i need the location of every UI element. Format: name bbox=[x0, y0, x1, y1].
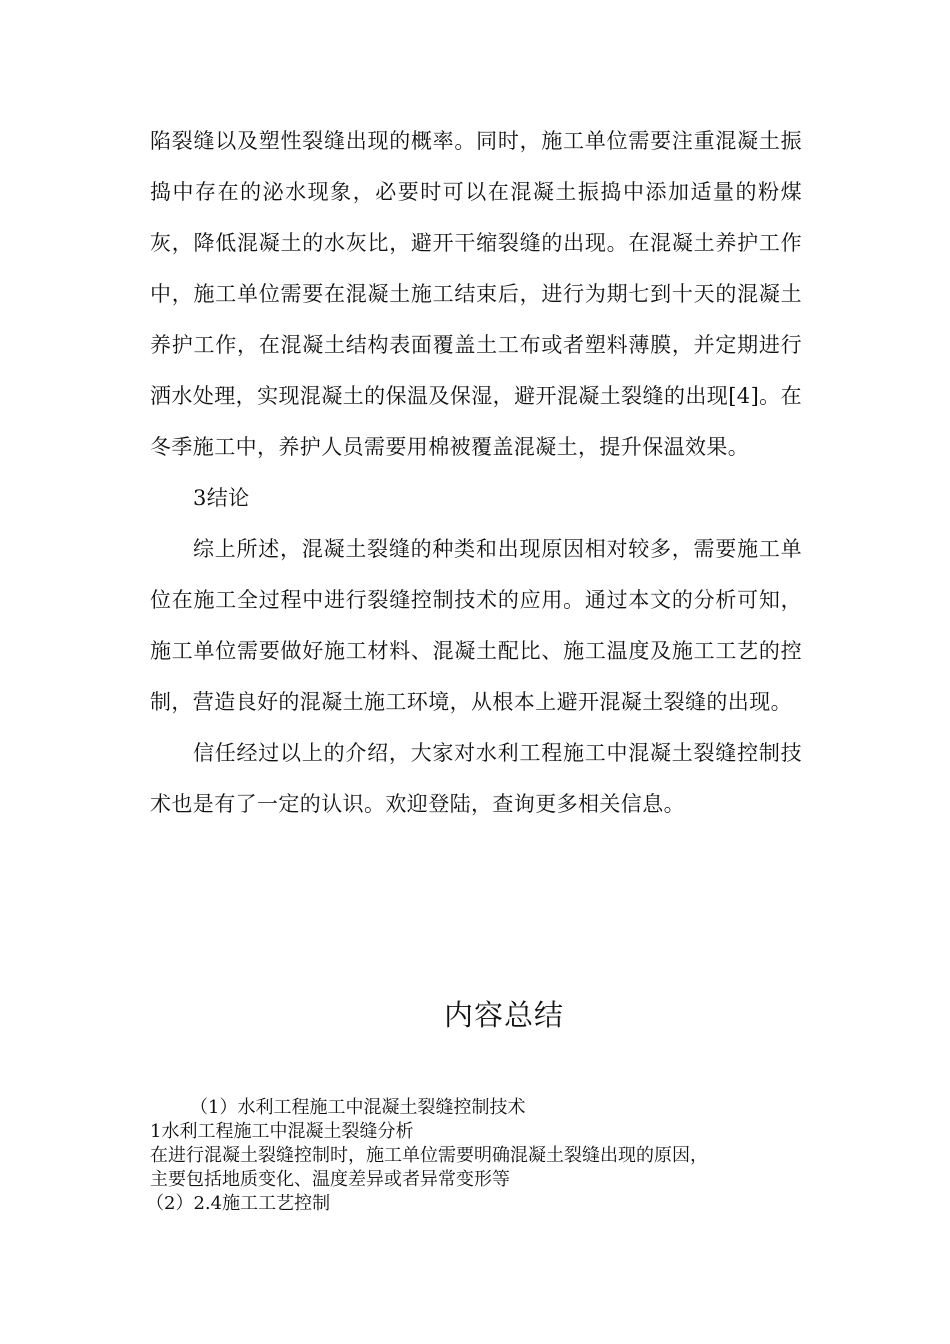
paragraph-closing: 信任经过以上的介绍，大家对水利工程施工中混凝土裂缝控制技术也是有了一定的认识。欢迎登陆，查询更多相关信息。 bbox=[150, 741, 802, 816]
summary-line: 主要包括地质变化、温度差异或者异常变形等 bbox=[150, 1169, 510, 1190]
summary-block bbox=[146, 1096, 810, 1216]
summary-title: 内容总结 bbox=[443, 998, 564, 1032]
summary-line: （2）2.4施工工艺控制 bbox=[146, 1193, 331, 1214]
paragraph-curing: 陷裂缝以及塑性裂缝出现的概率。同时，施工单位需要注重混凝土振捣中存在的泌水现象，必要时可以在混凝土振捣中添加适量的粉煤灰，降低混凝土的水灰比，避开干缩裂缝的出现。在混凝土养护工作中，施工单位需要在混凝土施工结束后，进行为期七到十天的混凝土养护工作，在混凝土结构表面覆盖土工布或者塑料薄膜，并定期进行洒水处理，实现混凝土的保温及保湿，避开混凝土裂缝的出现[4]。在冬季施工中，养护人员需要用棉被覆盖混凝土，提升保温效果。 bbox=[150, 129, 802, 459]
section-heading-conclusion: 3结论 bbox=[193, 486, 250, 510]
summary-line: 1水利工程施工中混凝土裂缝分析 bbox=[150, 1121, 414, 1142]
document-body bbox=[150, 116, 802, 830]
summary-line: 在进行混凝土裂缝控制时，施工单位需要明确混凝土裂缝出现的原因， bbox=[150, 1145, 708, 1166]
summary-line: （1）水利工程施工中混凝土裂缝控制技术 bbox=[190, 1097, 526, 1118]
paragraph-conclusion: 综上所述，混凝土裂缝的种类和出现原因相对较多，需要施工单位在施工全过程中进行裂缝控制技术的应用。通过本文的分析可知，施工单位需要做好施工材料、混凝土配比、施工温度及施工工艺的控制，营造良好的混凝土施工环境，从根本上避开混凝土裂缝的出现。 bbox=[150, 537, 802, 714]
